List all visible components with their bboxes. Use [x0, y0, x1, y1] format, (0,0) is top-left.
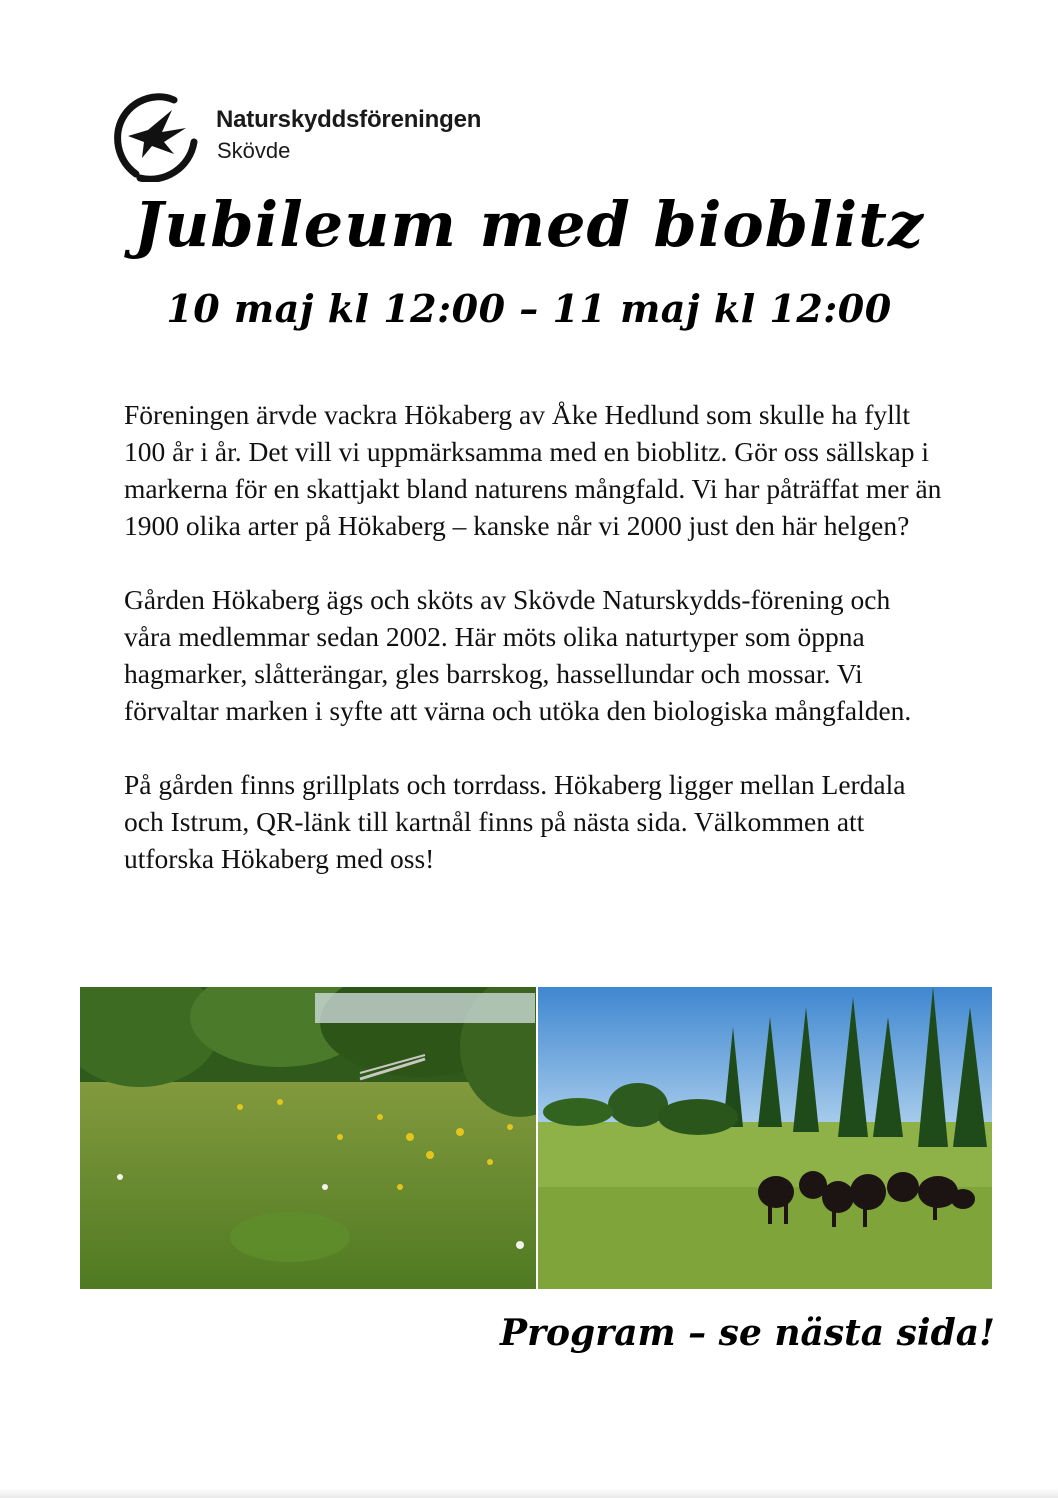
body-text — [124, 396, 944, 914]
paragraph-intro: Föreningen ärvde vackra Hökaberg av Åke Hedlund som skulle ha fyllt 100 år i år. Det vill vi uppmärksamma med en bioblitz. Gör oss sällskap i markerna för en skattjakt bland naturens mångfald. Vi har påträffat mer än 1900 olika arter på Hökaberg – kanske når vi 2000 just den här helgen? — [124, 399, 942, 541]
event-dates: 10 maj kl 12:00 – 11 maj kl 12:00 — [166, 286, 892, 331]
paragraph-farm: Gården Hökaberg ägs och sköts av Skövde Naturskydds-förening och våra medlemmar sedan 2002. Här möts olika naturtyper som öppna hagmarker, slåtterängar, gles barrskog, hassellundar och mossar. Vi förvaltar marken i syfte att värna och utöka den biologiska mångfalden. — [124, 584, 912, 726]
pasture-cattle-photo — [538, 987, 992, 1289]
org-name: Naturskyddsföreningen — [216, 106, 482, 133]
org-city: Skövde — [217, 138, 291, 163]
page-title: Jubileum med bioblitz — [133, 188, 925, 261]
paragraph-facilities: På gården finns grillplats och torrdass. Hökaberg ligger mellan Lerdala och Istrum, QR-länk till kartnål finns på nästa sida. Välkommen att utforska Hökaberg med oss! — [124, 769, 906, 874]
program-note: Program – se nästa sida! — [500, 1312, 995, 1354]
page-edge — [0, 1488, 1058, 1498]
meadow-photo — [80, 987, 536, 1289]
swallow-logo-icon — [112, 92, 202, 182]
